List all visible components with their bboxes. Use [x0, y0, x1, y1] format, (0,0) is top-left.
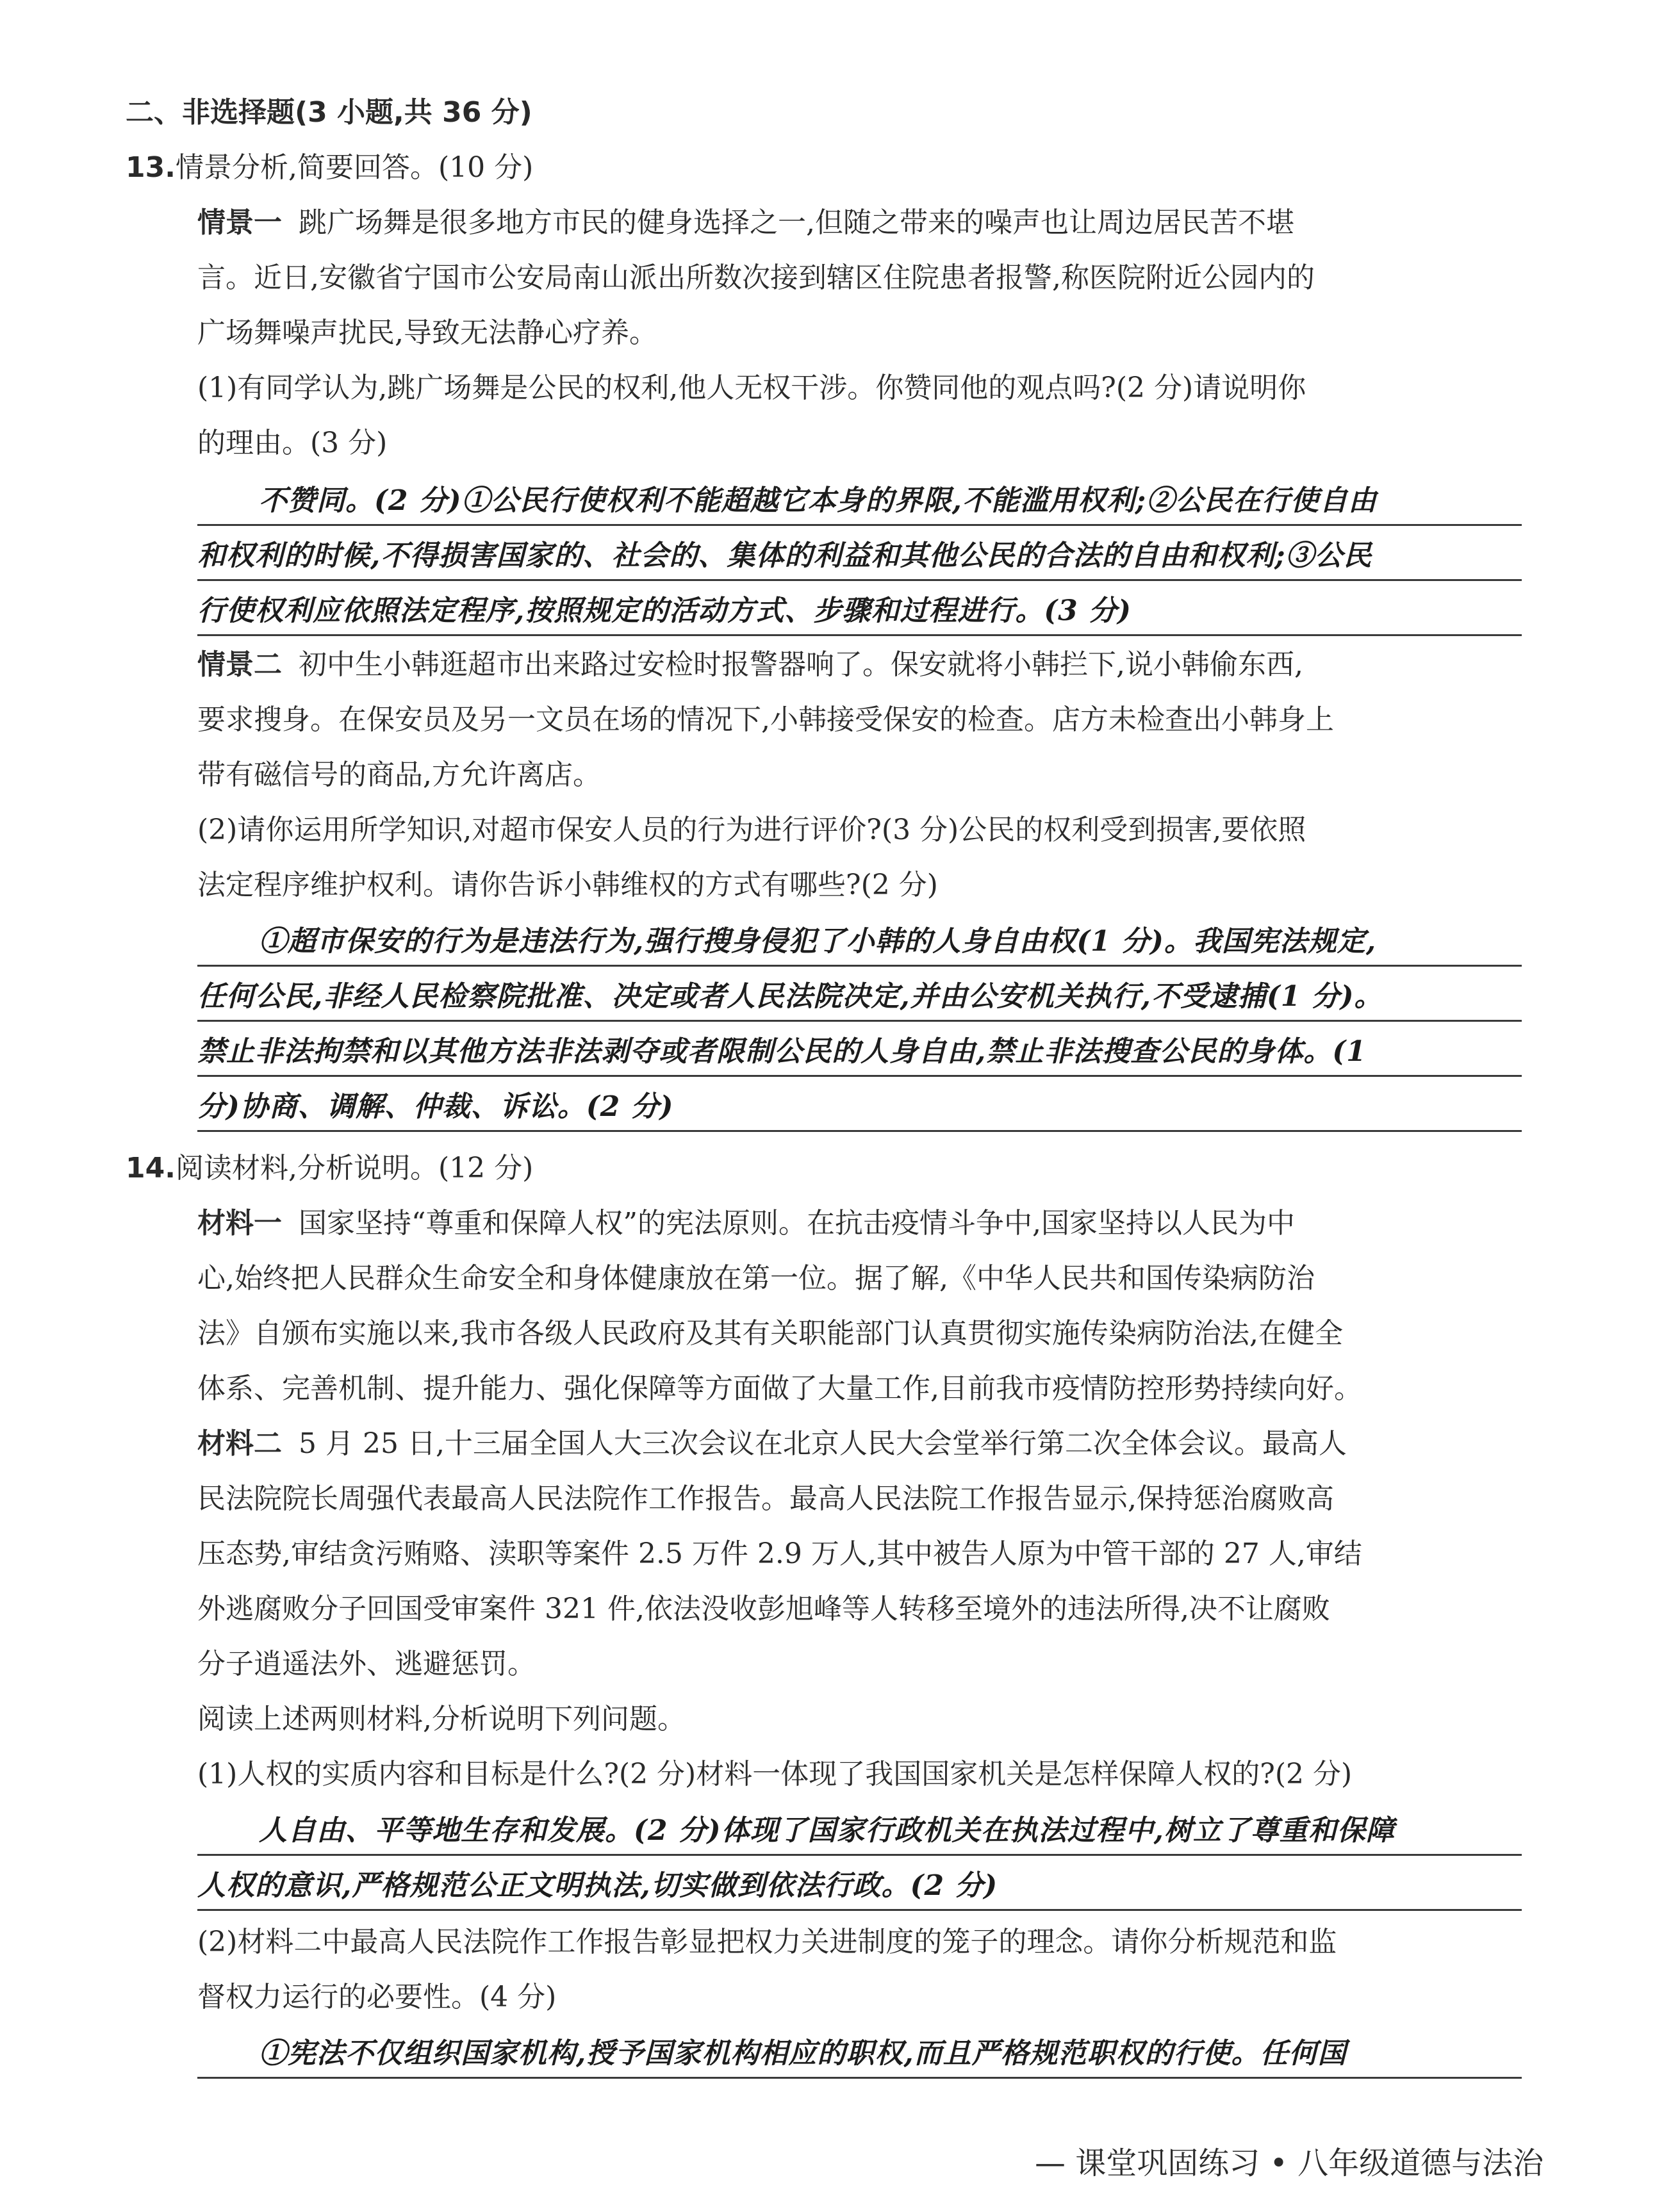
answer-line: 分)协商、调解、仲裁、诉讼。(2 分) — [197, 1090, 674, 1123]
answer-rule — [197, 965, 1522, 967]
question-prompt: 阅读材料,分析说明。(12 分) — [175, 1152, 534, 1184]
answer-line: 任何公民,非经人民检察院批准、决定或者人民法院决定,并由公安机关执行,不受逮捕(1 分)。 — [197, 980, 1383, 1013]
subquestion-line: (2)材料二中最高人民法院作工作报告彰显把权力关进制度的笼子的理念。请你分析规范和监 — [197, 1926, 1337, 1958]
material-1-label: 材料一 — [197, 1207, 282, 1240]
scenario-2-label: 情景二 — [197, 648, 282, 681]
scenario-1-line: 情景一 跳广场舞是很多地方市民的健身选择之一,但随之带来的噪声也让周边居民苦不堪 — [197, 206, 1294, 239]
material-2-line: 外逃腐败分子回国受审案件 321 件,依法没收彭旭峰等人转移至境外的违法所得,决不让腐败 — [197, 1593, 1330, 1625]
material-1-line: 体系、完善机制、提升能力、强化保障等方面做了大量工作,目前我市疫情防控形势持续向好。 — [197, 1372, 1362, 1405]
question-14-header — [126, 1149, 1452, 1188]
scenario-2-line: 带有磁信号的商品,方允许离店。 — [197, 758, 601, 791]
subquestion-line: (1)人权的实质内容和目标是什么?(2 分)材料一体现了我国国家机关是怎样保障人权的?(2 分) — [197, 1758, 1353, 1790]
question-number: 14. — [126, 1152, 176, 1184]
answer-rule — [197, 1075, 1522, 1077]
subquestion-line: 的理由。(3 分) — [197, 427, 388, 459]
material-2-line: 民法院院长周强代表最高人民法院作工作报告。最高人民法院工作报告显示,保持惩治腐败高 — [197, 1482, 1334, 1515]
question-13-header — [126, 149, 1452, 187]
answer-rule — [197, 524, 1522, 526]
section-title: 二、非选择题(3 小题,共 36 分) — [126, 96, 532, 129]
answer-rule — [197, 1130, 1522, 1132]
material-2-line: 分子逍遥法外、逃避惩罚。 — [197, 1648, 536, 1680]
question-prompt: 情景分析,简要回答。(10 分) — [175, 151, 534, 184]
material-2-line: 压态势,审结贪污贿赂、渎职等案件 2.5 万件 2.9 万人,其中被告人原为中管干部的 27 人,审结 — [197, 1537, 1362, 1570]
answer-rule — [197, 579, 1522, 581]
material-1-line: 法》自颁布实施以来,我市各级人民政府及其有关职能部门认真贯彻实施传染病防治法,在健全 — [197, 1317, 1343, 1350]
answer-rule — [197, 1020, 1522, 1022]
answer-line: 禁止非法拘禁和以其他方法非法剥夺或者限制公民的人身自由,禁止非法搜查公民的身体。(1 — [197, 1035, 1367, 1068]
scenario-2-line: 要求搜身。在保安员及另一文员在场的情况下,小韩接受保安的检查。店方未检查出小韩身上 — [197, 703, 1334, 736]
answer-rule — [197, 2077, 1522, 2079]
answer-line: 不赞同。(2 分)①公民行使权利不能超越它本身的界限,不能滥用权利;②公民在行使自由 — [259, 484, 1378, 517]
answer-line: ①超市保安的行为是违法行为,强行搜身侵犯了小韩的人身自由权(1 分)。我国宪法规定, — [259, 925, 1377, 958]
material-1-line: 心,始终把人民群众生命安全和身体健康放在第一位。据了解,《中华人民共和国传染病防治 — [197, 1262, 1315, 1295]
scenario-1-line: 言。近日,安徽省宁国市公安局南山派出所数次接到辖区住院患者报警,称医院附近公园内的 — [197, 261, 1315, 294]
answer-line: 行使权利应依照法定程序,按照规定的活动方式、步骤和过程进行。(3 分) — [197, 594, 1132, 627]
scenario-1-line: 广场舞噪声扰民,导致无法静心疗养。 — [197, 316, 657, 349]
answer-line: 人自由、平等地生存和发展。(2 分)体现了国家行政机关在执法过程中,树立了尊重和保障 — [259, 1814, 1395, 1847]
answer-rule — [197, 634, 1522, 636]
answer-line: 人权的意识,严格规范公正文明执法,切实做到依法行政。(2 分) — [197, 1869, 998, 1902]
answer-rule — [197, 1909, 1522, 1911]
answer-line: 和权利的时候,不得损害国家的、社会的、集体的利益和其他公民的合法的自由和权利;③公民 — [197, 539, 1372, 572]
scenario-1-label: 情景一 — [197, 206, 282, 239]
answer-rule — [197, 1854, 1522, 1856]
scenario-2-line: 情景二 初中生小韩逛超市出来路过安检时报警器响了。保安就将小韩拦下,说小韩偷东西, — [197, 648, 1303, 681]
page-footer: — 课堂巩固练习 • 八年级道德与法治 — [1035, 2145, 1544, 2181]
question-number: 13. — [126, 151, 176, 184]
subquestion-line: 法定程序维护权利。请你告诉小韩维权的方式有哪些?(2 分) — [197, 869, 938, 901]
subquestion-line: 督权力运行的必要性。(4 分) — [197, 1981, 557, 2013]
material-2-label: 材料二 — [197, 1427, 282, 1460]
answer-line: ①宪法不仅组织国家机构,授予国家机构相应的职权,而且严格规范职权的行使。任何国 — [259, 2037, 1347, 2070]
subquestion-line: (1)有同学认为,跳广场舞是公民的权利,他人无权干涉。你赞同他的观点吗?(2 分)请说明你 — [197, 372, 1306, 404]
subquestion-line: (2)请你运用所学知识,对超市保安人员的行为进行评价?(3 分)公民的权利受到损害,要依照 — [197, 814, 1306, 846]
material-2-line: 材料二 5 月 25 日,十三届全国人大三次会议在北京人民大会堂举行第二次全体会议。最高人 — [197, 1427, 1347, 1460]
instruction: 阅读上述两则材料,分析说明下列问题。 — [197, 1703, 686, 1735]
material-1-line: 材料一 国家坚持“尊重和保障人权”的宪法原则。在抗击疫情斗争中,国家坚持以人民为中 — [197, 1207, 1295, 1240]
